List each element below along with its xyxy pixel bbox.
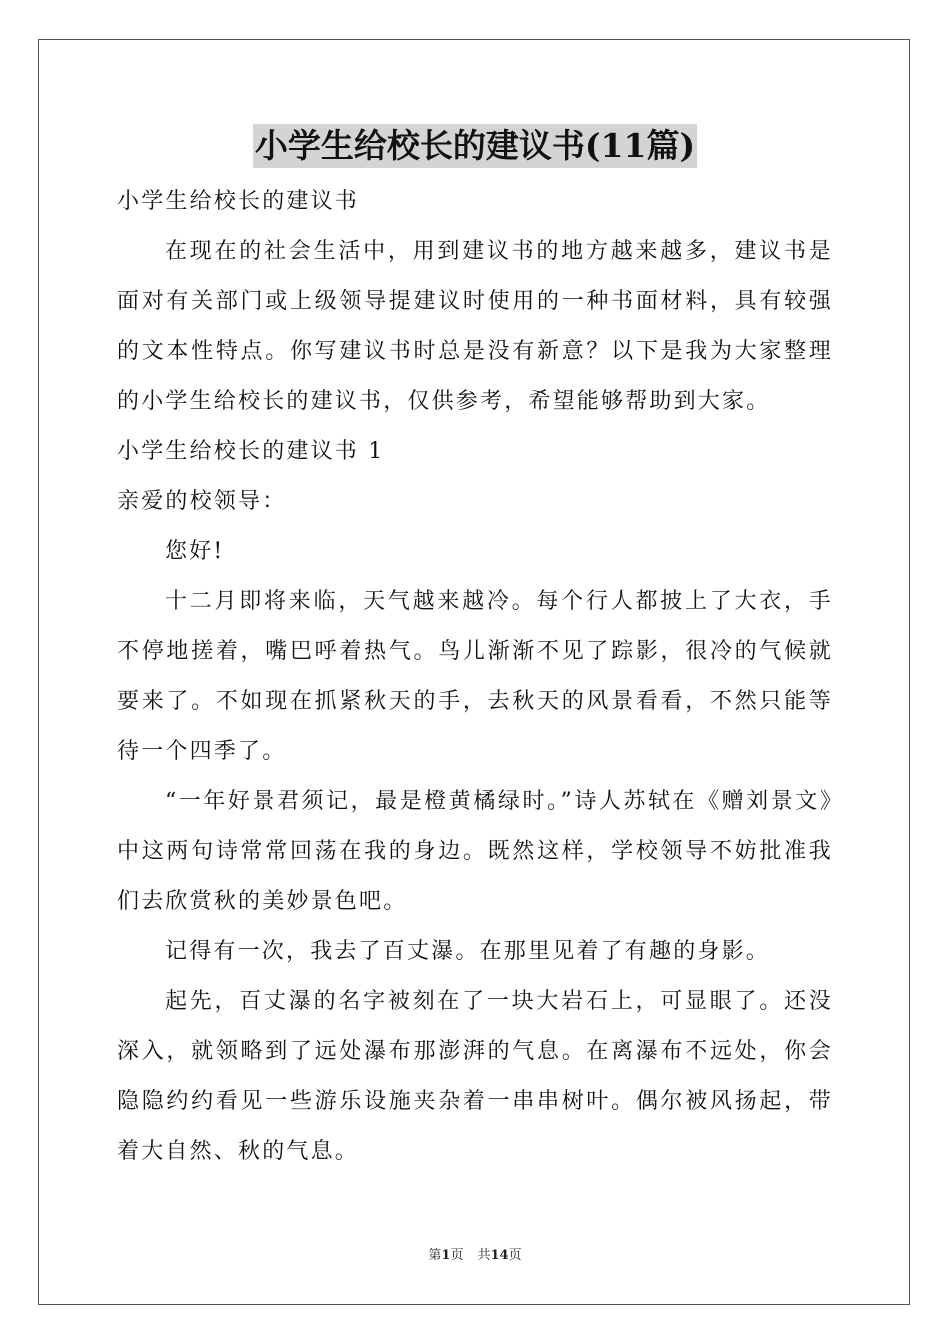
paragraph-body: 记得有一次，我去了百丈瀑。在那里见着了有趣的身影。 (165, 939, 771, 964)
paragraph-body: 起先，百丈瀑的名字被刻在了一块大岩石上，可显眼了。还没深入，就领略到了远处瀑布那澎湃的气息。在离瀑布不远处，你会隐隐约约看见一些游乐设施夹杂着一串串树叶。偶尔被风扬起，带着大自然、秋的气息。 (117, 989, 833, 1164)
paragraph-subtitle: 小学生给校长的建议书 (117, 189, 360, 214)
footer-page-suffix: 页 (450, 1248, 464, 1263)
footer-total-suffix: 页 (508, 1248, 522, 1263)
footer-total-prefix: 共 (477, 1248, 491, 1263)
footer-page-number: 1 (441, 1248, 451, 1263)
footer-total-number: 14 (490, 1248, 509, 1263)
footer-page-prefix: 第 (428, 1248, 442, 1263)
paragraph-greeting: 您好! (165, 539, 225, 564)
document-title: 小学生给校长的建议书(11篇) (253, 124, 697, 168)
page-footer (0, 1246, 950, 1266)
paragraph-body: 十二月即将来临，天气越来越冷。每个行人都披上了大衣，手不停地搓着，嘴巴呼着热气。鸟儿渐渐不见了踪影，很冷的气候就要来了。不如现在抓紧秋天的手，去秋天的风景看看，不然只能等待一个四季了。 (117, 589, 833, 764)
paragraph-salutation: 亲爱的校领导： (117, 489, 287, 514)
paragraph-intro: 在现在的社会生活中，用到建议书的地方越来越多，建议书是面对有关部门或上级领导提建议时使用的一种书面材料，具有较强的文本性特点。你写建议书时总是没有新意？以下是我为大家整理的小学生给校长的建议书，仅供参考，希望能够帮助到大家。 (117, 239, 833, 414)
paragraph-body: “一年好景君须记，最是橙黄橘绿时。”诗人苏轼在《赠刘景文》中这两句诗常常回荡在我的身边。既然这样，学校领导不妨批准我们去欣赏秋的美妙景色吧。 (117, 789, 833, 914)
title-container (0, 124, 950, 168)
document-body (117, 177, 833, 1177)
paragraph-section-heading: 小学生给校长的建议书 1 (117, 439, 385, 464)
